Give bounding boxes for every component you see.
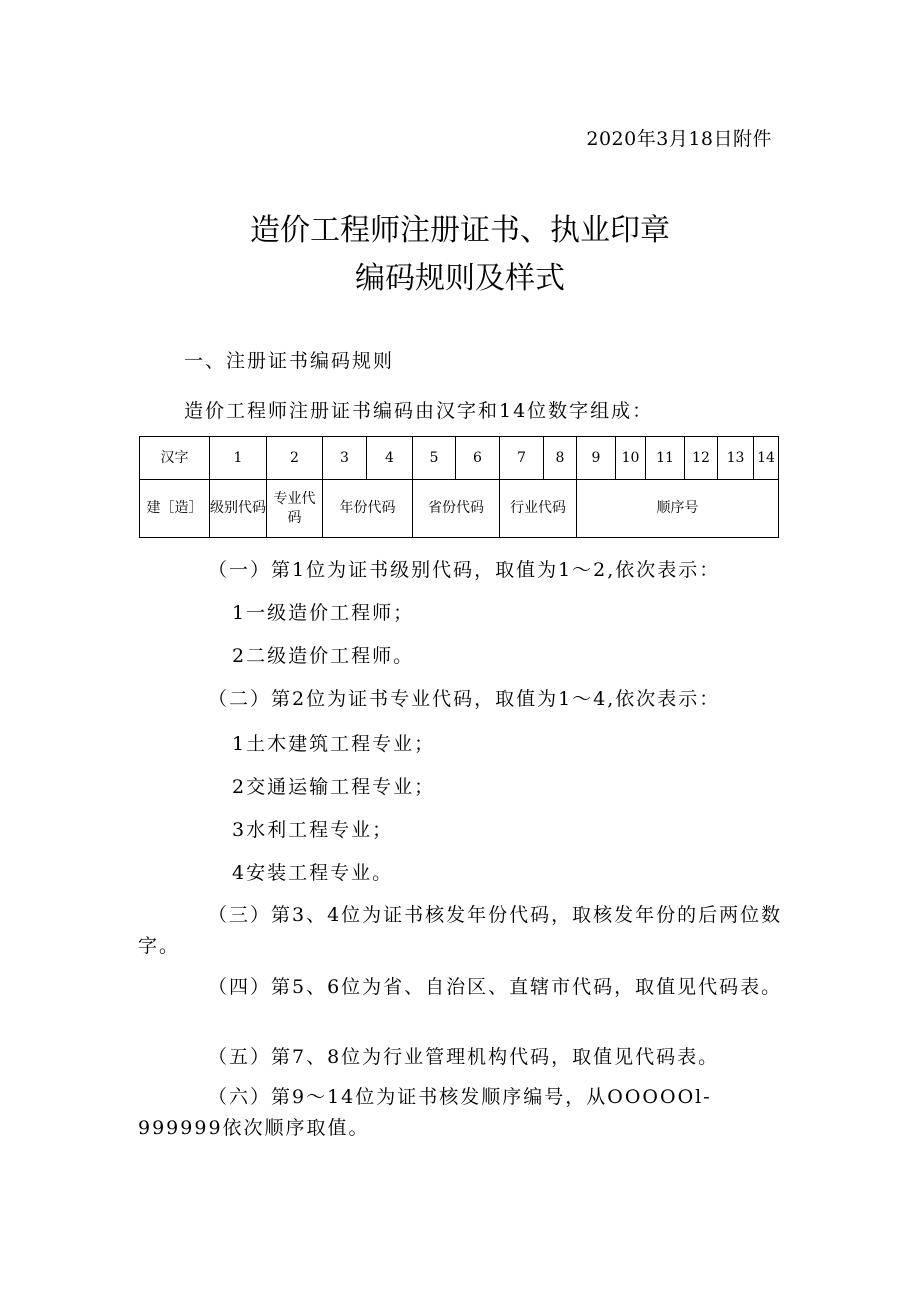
table-cell: 汉字 — [140, 437, 210, 480]
table-cell: 4 — [367, 437, 413, 480]
table-cell: 1 — [210, 437, 267, 480]
document-title-line-2: 编码规则及样式 — [355, 261, 565, 296]
rule-item-1-option: 2二级造价工程师。 — [232, 645, 415, 667]
document-title-line-1: 造价工程师注册证书、执业印章 — [250, 213, 670, 248]
rule-item-2-option: 3水利工程专业； — [232, 819, 394, 841]
rule-item-3: （三）第3、4位为证书核发年份代码，取核发年份的后两位数字。 — [138, 904, 783, 957]
table-cell: 14 — [754, 437, 779, 480]
table-cell-major-code: 专业代码 — [267, 480, 323, 538]
table-cell-industry-code: 行业代码 — [500, 480, 577, 538]
table-cell: 2 — [267, 437, 323, 480]
table-row — [140, 437, 779, 480]
table-cell-year-code: 年份代码 — [323, 480, 413, 538]
section-heading: 一、注册证书编码规则 — [184, 350, 395, 372]
table-cell: 7 — [500, 437, 544, 480]
table-cell: 12 — [685, 437, 718, 480]
rule-item-2-option: 1土木建筑工程专业； — [232, 733, 436, 755]
table-cell: 13 — [718, 437, 754, 480]
rule-item-2: （二）第2位为证书专业代码，取值为1～4,依次表示： — [208, 688, 721, 710]
table-cell-sequence: 顺序号 — [577, 480, 779, 538]
table-cell: 6 — [456, 437, 500, 480]
rule-item-5: （五）第7、8位为行业管理机构代码，取值见代码表。 — [208, 1046, 720, 1068]
rule-item-1: （一）第1位为证书级别代码，取值为1～2,依次表示： — [208, 559, 721, 581]
rule-item-6: （六）第9～14位为证书核发顺序编号，从OOOOOl-999999依次顺序取值。 — [138, 1086, 712, 1139]
table-cell: 3 — [323, 437, 367, 480]
table-cell: 9 — [577, 437, 616, 480]
table-row — [140, 480, 779, 538]
table-cell-hanzi: 建［造］ — [140, 480, 210, 538]
table-cell: 5 — [413, 437, 456, 480]
rule-item-2-option: 4安装工程专业。 — [232, 862, 394, 884]
table-cell: 8 — [544, 437, 577, 480]
rule-item-2-option: 2交通运输工程专业； — [232, 776, 436, 798]
section-intro: 造价工程师注册证书编码由汉字和14位数字组成： — [184, 400, 654, 422]
rule-item-1-option: 1一级造价工程师； — [232, 602, 415, 624]
document-date: 2020年3月18日附件 — [586, 128, 772, 150]
table-cell-level-code: 级别代码 — [210, 480, 267, 538]
table-cell-province-code: 省份代码 — [413, 480, 500, 538]
table-cell: 10 — [616, 437, 646, 480]
code-structure-table — [139, 436, 779, 538]
table-cell: 11 — [646, 437, 685, 480]
rule-item-4: （四）第5、6位为省、自治区、直辖市代码，取值见代码表。 — [208, 976, 783, 998]
